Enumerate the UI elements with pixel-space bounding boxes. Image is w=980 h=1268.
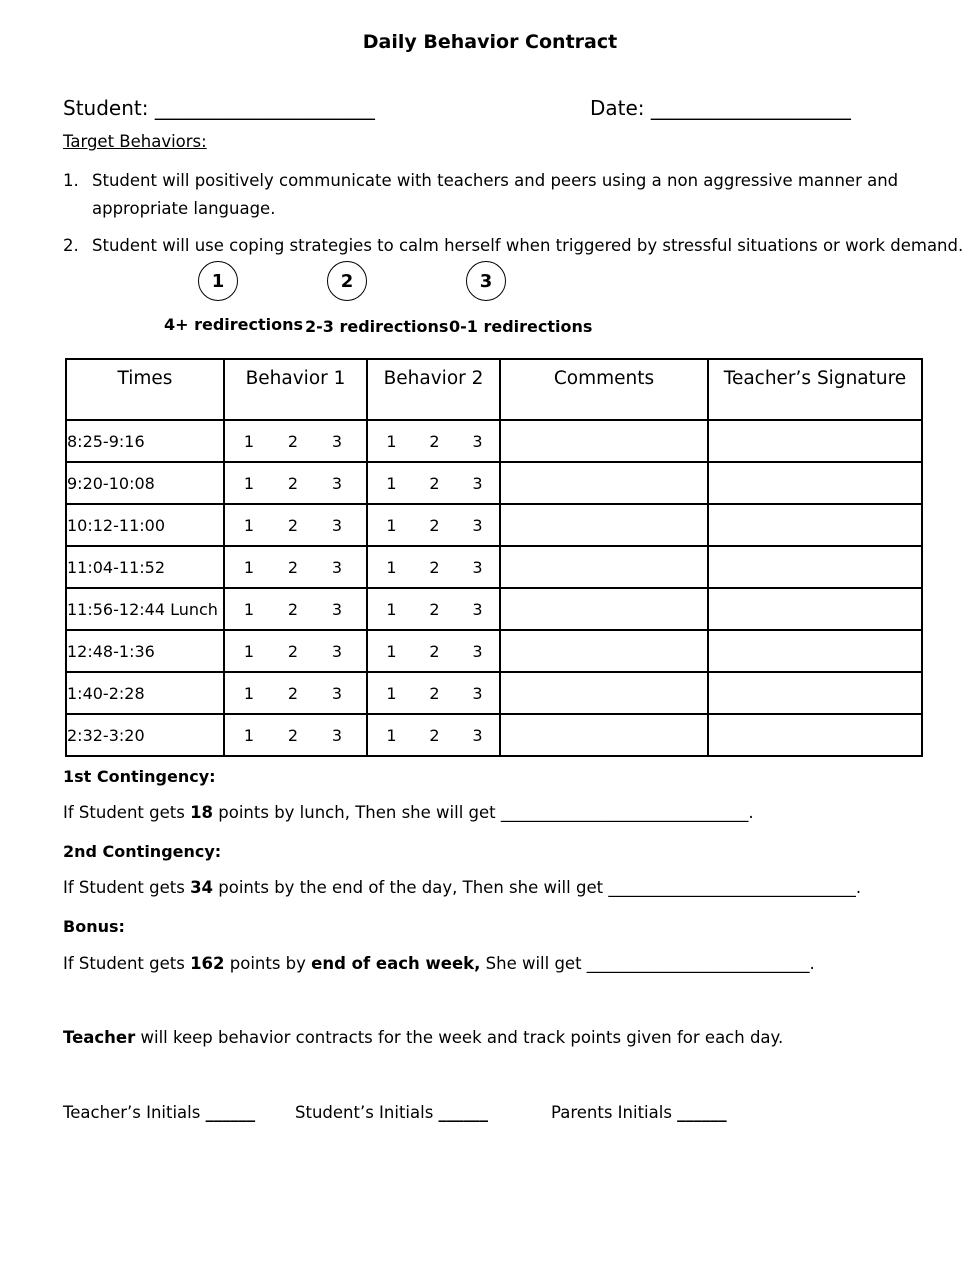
bonus-pre: If Student gets <box>63 954 191 973</box>
time-cell: 10:12-11:00 <box>66 504 224 546</box>
score-option[interactable]: 1 <box>243 515 255 535</box>
comments-cell[interactable] <box>500 462 708 504</box>
comments-cell[interactable] <box>500 630 708 672</box>
score-option[interactable]: 2 <box>429 473 440 493</box>
table-row <box>66 588 922 630</box>
teacher-initials-line[interactable]: ______ <box>205 1103 256 1122</box>
student-initials-field[interactable] <box>295 1103 488 1122</box>
page-title: Daily Behavior Contract <box>362 31 618 53</box>
contingency-2-pre: If Student gets <box>63 878 191 897</box>
teacher-note-rest: will keep behavior contracts for the week and track points given for each day. <box>135 1028 784 1047</box>
behavior-1-cell[interactable] <box>224 462 367 504</box>
behavior-2-cell[interactable] <box>367 546 500 588</box>
score-option[interactable]: 3 <box>331 473 343 493</box>
score-option[interactable]: 3 <box>472 515 483 535</box>
behavior-2-cell[interactable] <box>367 420 500 462</box>
score-option[interactable]: 1 <box>386 599 397 619</box>
behavior-1-number: 1. <box>63 171 79 190</box>
contingency-2-heading: 2nd Contingency: <box>63 842 222 861</box>
time-cell: 11:04-11:52 <box>66 546 224 588</box>
comments-cell[interactable] <box>500 420 708 462</box>
score-option[interactable]: 1 <box>243 683 255 703</box>
header-times: Times <box>66 359 224 420</box>
table-row <box>66 420 922 462</box>
score-option[interactable]: 2 <box>429 557 440 577</box>
student-initials-line[interactable]: ______ <box>438 1103 489 1122</box>
score-option[interactable]: 2 <box>429 641 440 661</box>
comments-cell[interactable] <box>500 672 708 714</box>
contingency-2-post: points by the end of the day, Then she will get ______________________________. <box>213 878 862 897</box>
score-option[interactable]: 1 <box>386 683 397 703</box>
target-behaviors-heading: Target Behaviors: <box>63 132 207 151</box>
comments-cell[interactable] <box>500 588 708 630</box>
score-option[interactable]: 3 <box>472 683 483 703</box>
score-option[interactable]: 1 <box>386 473 397 493</box>
score-option[interactable]: 2 <box>429 725 440 745</box>
time-cell: 2:32-3:20 <box>66 714 224 756</box>
behavior-1-cell[interactable] <box>224 714 367 756</box>
score-option[interactable]: 2 <box>429 515 440 535</box>
behavior-1-text-cont: appropriate language. <box>92 199 276 218</box>
behavior-1-cell[interactable] <box>224 420 367 462</box>
teacher-initials-field[interactable] <box>63 1103 255 1122</box>
scale-circle-1: 1 <box>198 261 238 301</box>
behavior-tracking-table <box>65 358 923 757</box>
header-behavior-1: Behavior 1 <box>224 359 367 420</box>
behavior-1-cell[interactable] <box>224 504 367 546</box>
table-row <box>66 504 922 546</box>
parents-initials-label: Parents Initials <box>551 1103 678 1122</box>
score-option[interactable]: 3 <box>472 725 483 745</box>
signature-cell[interactable] <box>708 588 922 630</box>
behavior-2-cell[interactable] <box>367 672 500 714</box>
table-row <box>66 714 922 756</box>
time-cell: 11:56-12:44 Lunch <box>66 588 224 630</box>
contingency-1-heading: 1st Contingency: <box>63 767 216 786</box>
score-option[interactable]: 2 <box>287 557 299 577</box>
behavior-1-cell[interactable] <box>224 630 367 672</box>
score-option[interactable]: 1 <box>386 431 397 451</box>
behavior-2-cell[interactable] <box>367 504 500 546</box>
behavior-2-cell[interactable] <box>367 588 500 630</box>
score-option[interactable]: 2 <box>287 725 299 745</box>
score-option[interactable]: 2 <box>287 599 299 619</box>
contingency-2-text <box>63 878 861 897</box>
score-option[interactable]: 1 <box>243 725 255 745</box>
time-cell: 8:25-9:16 <box>66 420 224 462</box>
score-option[interactable]: 3 <box>331 683 343 703</box>
header-comments: Comments <box>500 359 708 420</box>
score-option[interactable]: 3 <box>331 557 343 577</box>
score-option[interactable]: 3 <box>472 431 483 451</box>
score-option[interactable]: 2 <box>287 641 299 661</box>
bonus-mid: points by <box>224 954 312 973</box>
behavior-2-cell[interactable] <box>367 714 500 756</box>
table-row <box>66 672 922 714</box>
score-option[interactable]: 2 <box>429 431 440 451</box>
student-initials-label: Student’s Initials <box>295 1103 439 1122</box>
score-option[interactable]: 3 <box>472 473 483 493</box>
behavior-2-cell[interactable] <box>367 462 500 504</box>
table-header-row <box>66 359 922 420</box>
time-cell: 12:48-1:36 <box>66 630 224 672</box>
score-option[interactable]: 3 <box>331 725 343 745</box>
table-row <box>66 462 922 504</box>
bonus-emph: end of each week, <box>311 954 481 973</box>
signature-cell[interactable] <box>708 546 922 588</box>
table-row <box>66 630 922 672</box>
score-option[interactable]: 1 <box>386 557 397 577</box>
score-option[interactable]: 2 <box>287 683 299 703</box>
contingency-2-points: 34 <box>190 878 214 897</box>
date-field[interactable]: Date: ____________________ <box>590 96 851 120</box>
behavior-2-text: Student will use coping strategies to calm herself when triggered by stressful situations or work demand. <box>92 236 964 255</box>
signature-cell[interactable] <box>708 714 922 756</box>
behavior-2-cell[interactable] <box>367 630 500 672</box>
contingency-1-text <box>63 803 754 822</box>
time-cell: 9:20-10:08 <box>66 462 224 504</box>
score-option[interactable]: 3 <box>331 641 343 661</box>
signature-cell[interactable] <box>708 462 922 504</box>
header-teacher-signature: Teacher’s Signature <box>708 359 922 420</box>
score-option[interactable]: 2 <box>287 473 299 493</box>
contingency-1-post: points by lunch, Then she will get ______________________________. <box>213 803 754 822</box>
header-behavior-2: Behavior 2 <box>367 359 500 420</box>
scale-circle-2: 2 <box>327 261 367 301</box>
signature-cell[interactable] <box>708 420 922 462</box>
score-option[interactable]: 3 <box>331 599 343 619</box>
score-option[interactable]: 1 <box>243 599 255 619</box>
parents-initials-field[interactable] <box>551 1103 727 1122</box>
behavior-1-cell[interactable] <box>224 672 367 714</box>
score-option[interactable]: 1 <box>386 641 397 661</box>
comments-cell[interactable] <box>500 714 708 756</box>
behavior-1-cell[interactable] <box>224 546 367 588</box>
behavior-2-number: 2. <box>63 236 79 255</box>
score-option[interactable]: 2 <box>429 599 440 619</box>
score-option[interactable]: 2 <box>287 431 299 451</box>
score-option[interactable]: 1 <box>386 515 397 535</box>
teacher-note-emph: Teacher <box>63 1028 136 1047</box>
parents-initials-line[interactable]: ______ <box>677 1103 727 1122</box>
score-option[interactable]: 1 <box>386 725 397 745</box>
scale-circle-3: 3 <box>466 261 506 301</box>
signature-cell[interactable] <box>708 672 922 714</box>
scale-label-1: 4+ redirections <box>164 315 304 334</box>
contingency-1-pre: If Student gets <box>63 803 191 822</box>
bonus-heading: Bonus: <box>63 917 125 936</box>
score-option[interactable]: 2 <box>287 515 299 535</box>
score-option[interactable]: 3 <box>472 641 483 661</box>
bonus-text <box>63 954 815 973</box>
bonus-points: 162 <box>190 954 225 973</box>
score-option[interactable]: 1 <box>243 431 255 451</box>
comments-cell[interactable] <box>500 546 708 588</box>
scale-label-2: 2-3 redirections <box>305 317 449 336</box>
time-cell: 1:40-2:28 <box>66 672 224 714</box>
signature-cell[interactable] <box>708 630 922 672</box>
teacher-initials-label: Teacher’s Initials <box>63 1103 206 1122</box>
behavior-1-cell[interactable] <box>224 588 367 630</box>
comments-cell[interactable] <box>500 504 708 546</box>
table-row <box>66 546 922 588</box>
teacher-note <box>63 1028 783 1047</box>
scale-label-3: 0-1 redirections <box>449 317 593 336</box>
behavior-1-text: Student will positively communicate with teachers and peers using a non aggressive manner and <box>92 171 899 190</box>
score-option[interactable]: 3 <box>331 431 343 451</box>
score-option[interactable]: 1 <box>243 557 255 577</box>
score-option[interactable]: 1 <box>243 473 255 493</box>
bonus-post: She will get ___________________________. <box>480 954 815 973</box>
student-name-field[interactable]: Student: ______________________ <box>63 96 375 120</box>
score-option[interactable]: 2 <box>429 683 440 703</box>
score-option[interactable]: 3 <box>331 515 343 535</box>
signature-cell[interactable] <box>708 504 922 546</box>
score-option[interactable]: 3 <box>472 557 483 577</box>
contingency-1-points: 18 <box>190 803 214 822</box>
score-option[interactable]: 1 <box>243 641 255 661</box>
score-option[interactable]: 3 <box>472 599 483 619</box>
